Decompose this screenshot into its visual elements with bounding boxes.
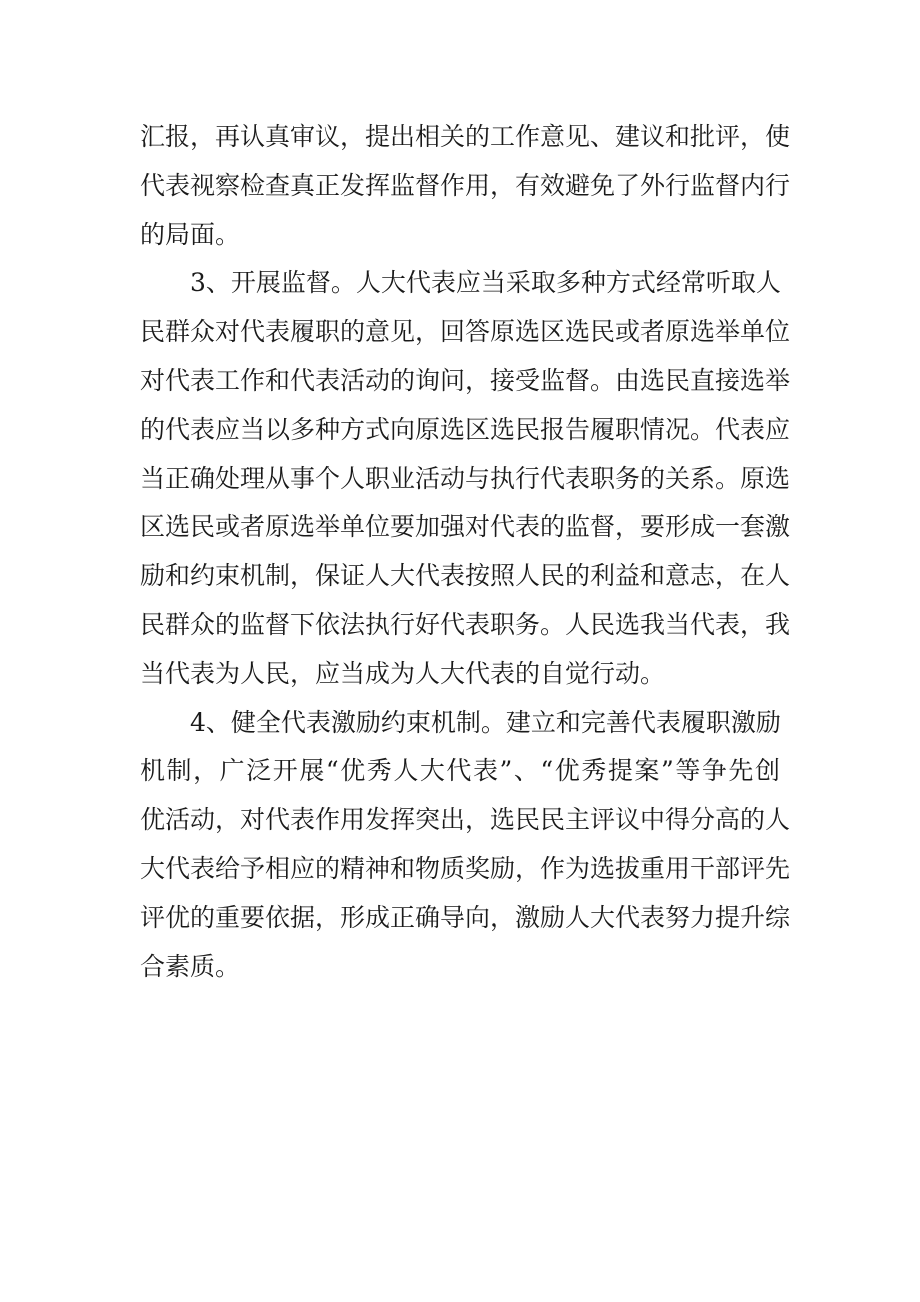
text-line: 对代表工作和代表活动的询问，接受监督。由选民直接选举 [140,365,791,395]
text-line: 当正确处理从事个人职业活动与执行代表职务的关系。原选 [140,463,791,493]
text-line: 代表视察检查真正发挥监督作用，有效避免了外行监督内行 [140,170,791,200]
paragraph-item-4 [140,699,791,992]
document-body [140,113,791,991]
text-line: 的代表应当以多种方式向原选区选民报告履职情况。代表应 [140,414,791,444]
text-line: 民群众的监督下依法执行好代表职务。人民选我当代表，我 [140,609,791,639]
paragraph-item-3 [140,259,791,698]
text-line: 区选民或者原选举单位要加强对代表的监督，要形成一套激 [140,512,791,542]
text-line: 的局面。 [140,219,241,249]
text-line: 民群众对代表履职的意见，回答原选区选民或者原选举单位 [140,317,791,347]
text-line: 评优的重要依据，形成正确导向，激励人大代表努力提升综 [140,902,791,932]
text-line: 3、开展监督。人大代表应当采取多种方式经常听取人 [190,268,781,298]
text-line: 当代表为人民，应当成为人大代表的自觉行动。 [140,658,666,688]
text-line: 汇报，再认真审议，提出相关的工作意见、建议和批评，使 [140,122,791,151]
text-line: 优活动，对代表作用发挥突出，选民民主评议中得分高的人 [140,805,791,835]
text-line: 合素质。 [140,951,241,981]
paragraph-continuation [140,113,791,259]
text-line: 励和约束机制，保证人大代表按照人民的利益和意志，在人 [140,561,791,591]
text-line: 大代表给予相应的精神和物质奖励，作为选拔重用干部评先 [140,853,791,883]
text-line: 机制，广泛开展“优秀人大代表”、“优秀提案”等争先创 [140,756,780,786]
text-line: 4、健全代表激励约束机制。建立和完善代表履职激励 [190,707,781,737]
